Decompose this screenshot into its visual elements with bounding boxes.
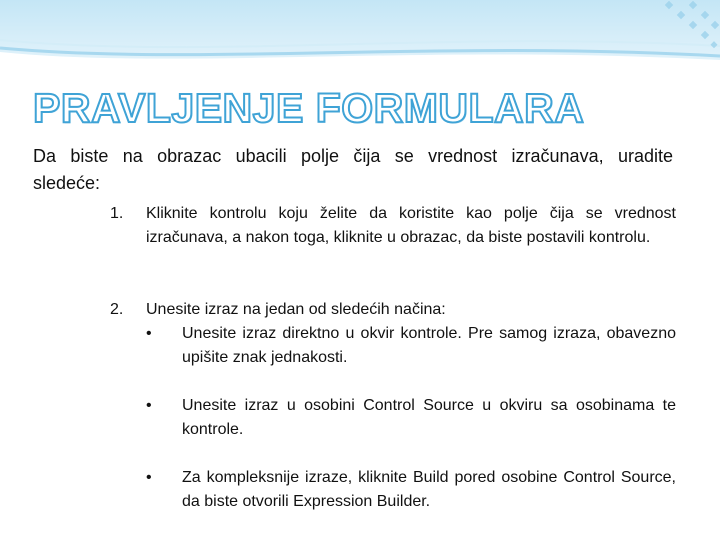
bullet-symbol: •: [146, 469, 152, 486]
bullet-item-3: [146, 466, 676, 514]
intro-text: Da biste na obrazac ubacili polje čija se vrednost izračunava, uradite sledeće:: [33, 146, 673, 193]
bullet-text: Za kompleksnije izraze, kliknite Build pored osobine Control Source, da biste otvorili Expression Builder.: [182, 469, 676, 510]
item-text: Unesite izraz na jedan od sledećih načina:: [146, 301, 446, 318]
bullet-symbol: •: [146, 325, 152, 342]
item-number: 1.: [110, 205, 124, 222]
bullet-item-2: [146, 394, 676, 442]
item-number: 2.: [110, 301, 124, 318]
bullet-item-1: [146, 322, 676, 370]
bullet-text: Unesite izraz direktno u okvir kontrole. Pre samog izraza, obavezno upišite znak jednakosti.: [182, 325, 676, 366]
header-decoration: [0, 0, 720, 78]
bullet-text: Unesite izraz u osobini Control Source u okviru sa osobinama te kontrole.: [182, 397, 676, 438]
bullet-symbol: •: [146, 397, 152, 414]
numbered-item-1: [110, 202, 676, 250]
item-text: Kliknite kontrolu koju želite da koristite kao polje čija se vrednost izračunava, a nakon toga, kliknite u obrazac, da biste postavili kontrolu.: [146, 205, 676, 246]
numbered-item-2: [110, 298, 676, 322]
slide-title: PRAVLJENJE FORMULARA: [33, 85, 585, 131]
